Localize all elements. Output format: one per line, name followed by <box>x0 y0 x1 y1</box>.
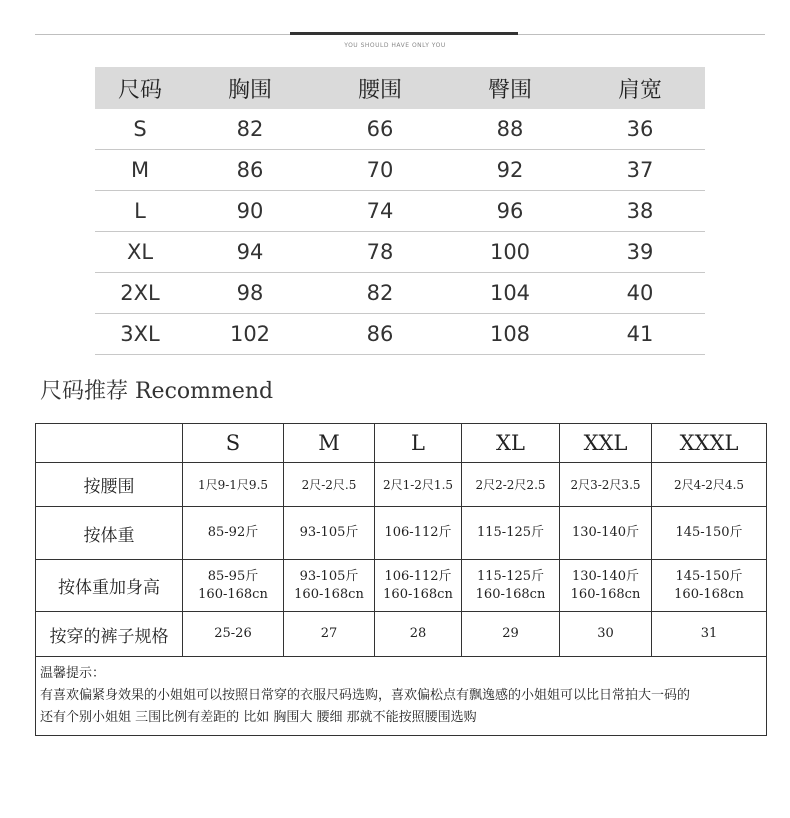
cell-waist-xxxl: 2尺4-2尺4.5 <box>652 463 767 507</box>
header-shoulder: 肩宽 <box>575 67 705 109</box>
cell-hip: 96 <box>445 191 575 232</box>
cell-size: M <box>95 150 185 191</box>
cell-size: XL <box>95 232 185 273</box>
row-by-weight <box>36 507 767 560</box>
cell-wh-m <box>284 560 375 612</box>
cell-shoulder: 39 <box>575 232 705 273</box>
table-row <box>95 273 705 314</box>
cell-pants-xxl: 30 <box>560 612 652 657</box>
header-chest: 胸围 <box>185 67 315 109</box>
table-row <box>95 314 705 355</box>
cell-weight-xxxl: 145-150斤 <box>652 507 767 560</box>
table-row <box>95 109 705 150</box>
cell-pants-s: 25-26 <box>183 612 284 657</box>
size-chart-table <box>95 67 705 355</box>
cell-waist-xl: 2尺2-2尺2.5 <box>462 463 560 507</box>
header-blank <box>36 424 183 463</box>
cell-hip: 100 <box>445 232 575 273</box>
row-by-waist <box>36 463 767 507</box>
recommend-table <box>35 423 767 736</box>
cell-chest: 82 <box>185 109 315 150</box>
cell-pants-l: 28 <box>375 612 462 657</box>
wh-weight: 115-125斤 <box>476 568 545 584</box>
wh-height: 160-168cn <box>198 586 268 602</box>
row-label-weight-height: 按体重加身高 <box>36 560 183 612</box>
cell-hip: 88 <box>445 109 575 150</box>
wh-weight: 93-105斤 <box>299 568 359 584</box>
recommend-header-row <box>36 424 767 463</box>
cell-waist-m: 2尺-2尺.5 <box>284 463 375 507</box>
cell-chest: 98 <box>185 273 315 314</box>
wh-height: 160-168cn <box>570 586 641 602</box>
row-notes <box>36 657 767 736</box>
wh-weight: 130-140斤 <box>571 568 640 584</box>
row-label-waist: 按腰围 <box>36 463 183 507</box>
tagline: YOU SHOULD HAVE ONLY YOU <box>344 42 446 49</box>
header-xxxl: XXXL <box>652 424 767 463</box>
cell-weight-xxl: 130-140斤 <box>560 507 652 560</box>
cell-weight-xl: 115-125斤 <box>462 507 560 560</box>
cell-hip: 92 <box>445 150 575 191</box>
cell-pants-xl: 29 <box>462 612 560 657</box>
cell-waist: 82 <box>315 273 445 314</box>
cell-chest: 94 <box>185 232 315 273</box>
cell-weight-m: 93-105斤 <box>284 507 375 560</box>
cell-wh-xl <box>462 560 560 612</box>
wh-weight: 106-112斤 <box>384 568 452 584</box>
header-xl: XL <box>462 424 560 463</box>
wh-weight: 85-95斤 <box>207 568 259 584</box>
top-divider-accent <box>290 32 518 35</box>
wh-height: 160-168cn <box>383 586 453 602</box>
cell-wh-l <box>375 560 462 612</box>
cell-chest: 102 <box>185 314 315 355</box>
cell-waist-s: 1尺9-1尺9.5 <box>183 463 284 507</box>
row-by-weight-height <box>36 560 767 612</box>
notes-line: 有喜欢偏紧身效果的小姐姐可以按照日常穿的衣服尺码选购，喜欢偏松点有飘逸感的小姐姐可以比日常拍大一码的 <box>40 688 691 703</box>
cell-shoulder: 38 <box>575 191 705 232</box>
row-label-weight: 按体重 <box>36 507 183 560</box>
header-l: L <box>375 424 462 463</box>
cell-chest: 90 <box>185 191 315 232</box>
cell-size: S <box>95 109 185 150</box>
cell-waist-xxl: 2尺3-2尺3.5 <box>560 463 652 507</box>
notes-title: 温馨提示： <box>40 666 106 681</box>
cell-weight-l: 106-112斤 <box>375 507 462 560</box>
cell-waist: 66 <box>315 109 445 150</box>
wh-height: 160-168cn <box>475 586 546 602</box>
cell-shoulder: 40 <box>575 273 705 314</box>
cell-waist: 86 <box>315 314 445 355</box>
notes-line: 还有个别小姐姐 三围比例有差距的 比如 胸围大 腰细 那就不能按照腰围选购 <box>40 710 477 725</box>
cell-size: L <box>95 191 185 232</box>
cell-waist: 78 <box>315 232 445 273</box>
cell-size: 3XL <box>95 314 185 355</box>
header-s: S <box>183 424 284 463</box>
table-row <box>95 232 705 273</box>
cell-waist-l: 2尺1-2尺1.5 <box>375 463 462 507</box>
cell-shoulder: 36 <box>575 109 705 150</box>
wh-height: 160-168cn <box>674 586 744 602</box>
table-row <box>95 191 705 232</box>
header-waist: 腰围 <box>315 67 445 109</box>
header-size: 尺码 <box>95 67 185 109</box>
cell-hip: 104 <box>445 273 575 314</box>
header-xxl: XXL <box>560 424 652 463</box>
row-by-pants <box>36 612 767 657</box>
cell-waist: 70 <box>315 150 445 191</box>
size-chart-header-row <box>95 67 705 109</box>
wh-weight: 145-150斤 <box>675 568 743 584</box>
cell-chest: 86 <box>185 150 315 191</box>
cell-hip: 108 <box>445 314 575 355</box>
table-row <box>95 150 705 191</box>
header-hip: 臀围 <box>445 67 575 109</box>
recommend-title: 尺码推荐 Recommend <box>40 379 274 404</box>
cell-weight-s: 85-92斤 <box>183 507 284 560</box>
wh-height: 160-168cn <box>294 586 364 602</box>
cell-wh-xxl <box>560 560 652 612</box>
notes-cell <box>36 657 767 736</box>
header-m: M <box>284 424 375 463</box>
cell-wh-xxxl <box>652 560 767 612</box>
cell-waist: 74 <box>315 191 445 232</box>
cell-pants-m: 27 <box>284 612 375 657</box>
row-label-pants: 按穿的裤子规格 <box>36 612 183 657</box>
cell-shoulder: 37 <box>575 150 705 191</box>
cell-size: 2XL <box>95 273 185 314</box>
cell-shoulder: 41 <box>575 314 705 355</box>
cell-pants-xxxl: 31 <box>652 612 767 657</box>
cell-wh-s <box>183 560 284 612</box>
